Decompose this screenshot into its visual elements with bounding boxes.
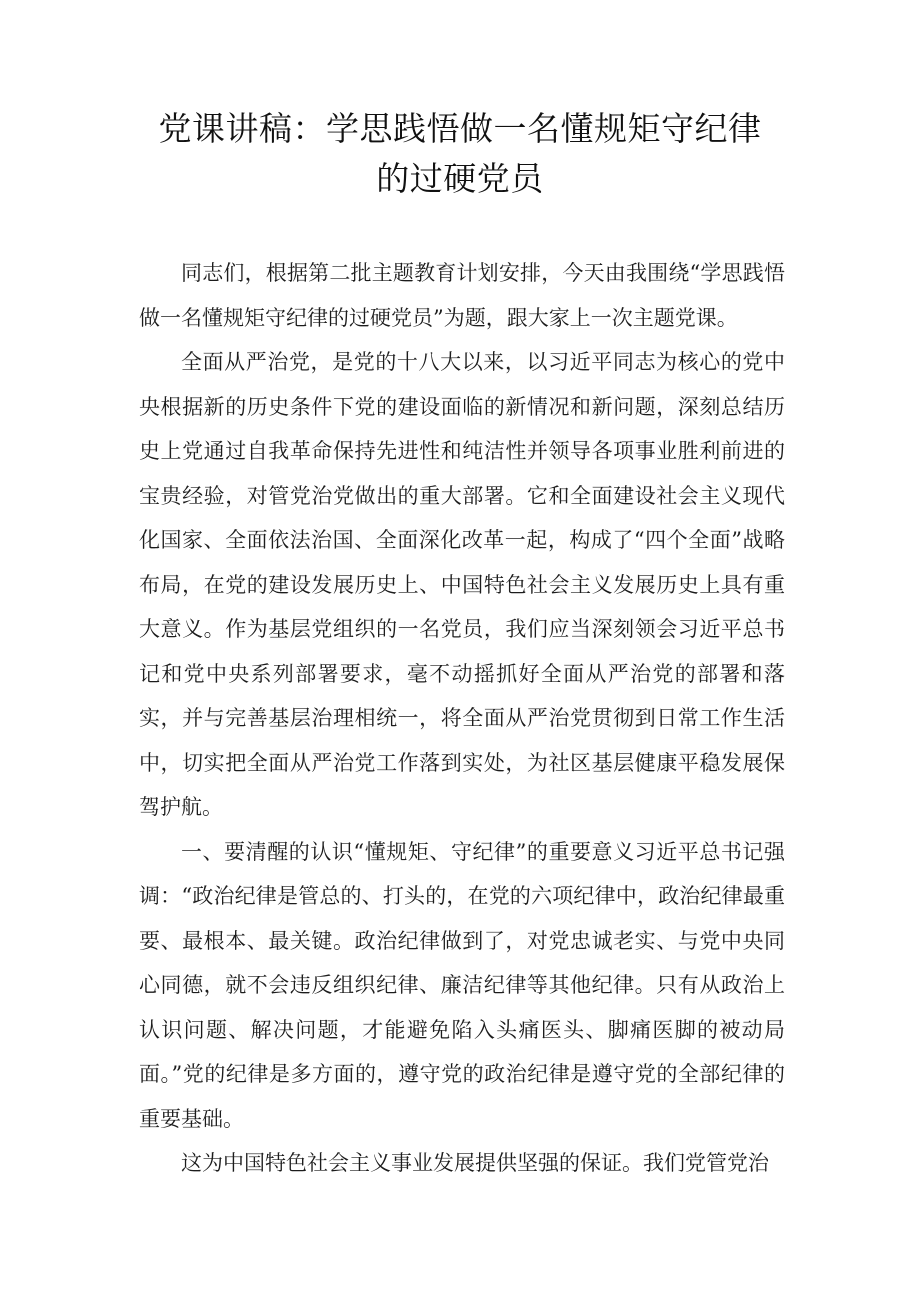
paragraph-continuation: 这为中国特色社会主义事业发展提供坚强的保证。我们党管党治 <box>181 1151 769 1175</box>
title-line-2: 的过硬党员 <box>376 159 544 198</box>
paragraph-strict-governance: 全面从严治党，是党的十八大以来，以习近平同志为核心的党中央根据新的历史条件下党的建设面临的新情况和新问题，深刻总结历史上党通过自我革命保持先进性和纯洁性并领导各项事业胜利前进的宝贵经验，对管党治党做出的重大部署。它和全面建设社会主义现代化国家、全面依法治国、全面深化改革一起，构成了“四个全面”战略布局，在党的建设发展历史上、中国特色社会主义发展历史上具有重大意义。作为基层党组织的一名党员，我们应当深刻领会习近平总书记和党中央系列部署要求，毫不动摇抓好全面从严治党的部署和落实，并与完善基层治理相统一，将全面从严治党贯彻到日常工作生活中，切实把全面从严治党工作落到实处，为社区基层健康平稳发展保驾护航。 <box>139 350 785 819</box>
title-line-1: 党课讲稿：学思践悟做一名懂规矩守纪律 <box>158 109 762 148</box>
paragraph-intro: 同志们，根据第二批主题教育计划安排，今天由我围绕“学思践悟做一名懂规矩守纪律的过硬党员”为题，跟大家上一次主题党课。 <box>139 261 785 330</box>
paragraph-section-one: 一、要清醒的认识“懂规矩、守纪律”的重要意义习近平总书记强调：“政治纪律是管总的、打头的，在党的六项纪律中，政治纪律最重要、最根本、最关键。政治纪律做到了，对党忠诚老实、与党中央同心同德，就不会违反组织纪律、廉洁纪律等其他纪律。只有从政治上认识问题、解决问题，才能避免陷入头痛医头、脚痛医脚的被动局面。”党的纪律是多方面的，遵守党的政治纪律是遵守党的全部纪律的重要基础。 <box>139 839 785 1131</box>
document-title <box>100 104 820 204</box>
document-body <box>139 251 785 1186</box>
